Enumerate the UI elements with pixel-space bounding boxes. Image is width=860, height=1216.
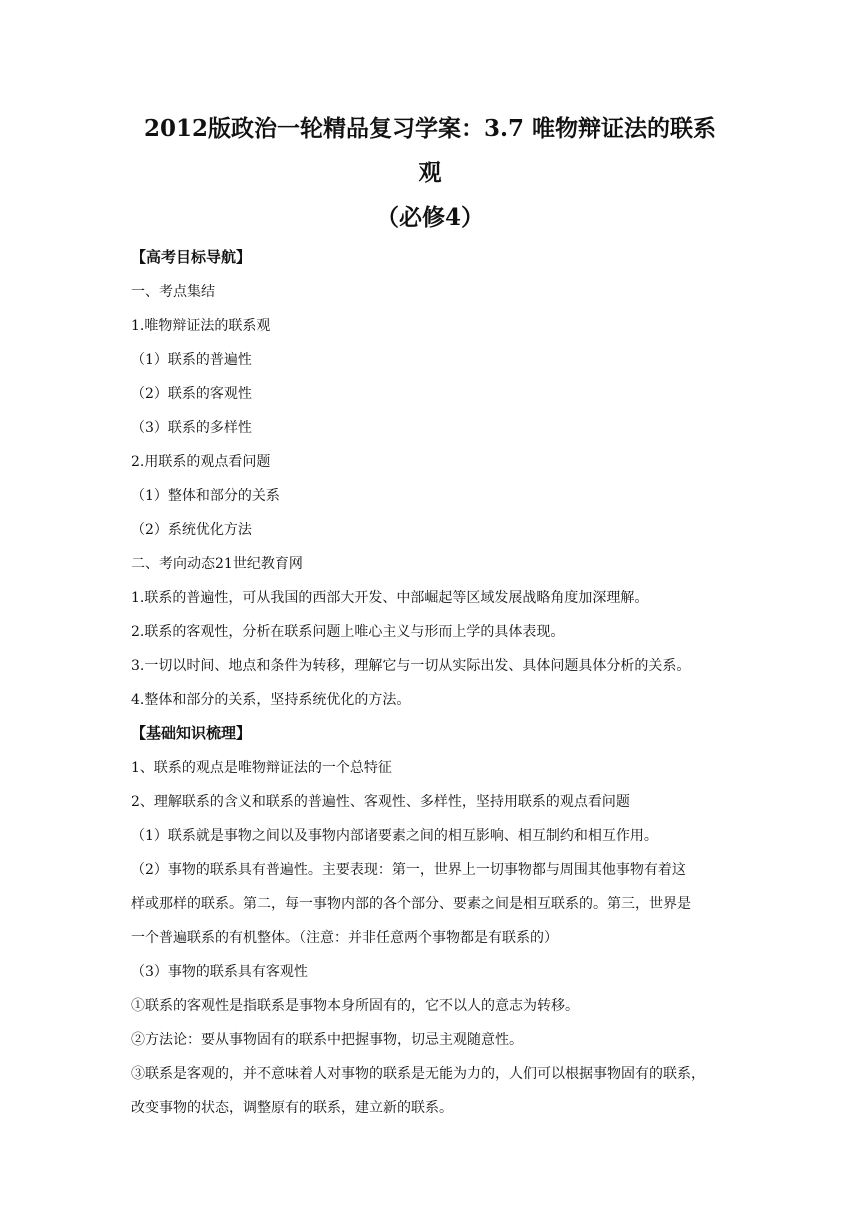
- text-line: （2）联系的客观性: [131, 386, 252, 402]
- section-heading-basic-knowledge: 【基础知识梳理】: [131, 724, 252, 742]
- text-line: 一、考点集结: [131, 284, 215, 300]
- text-line: 1、联系的观点是唯物辩证法的一个总特征: [131, 760, 392, 776]
- text-line: （1）整体和部分的关系: [131, 488, 280, 504]
- text-line: （3）事物的联系具有客观性: [131, 964, 308, 980]
- section-heading-exam-goals: 【高考目标导航】: [131, 248, 252, 266]
- text-line: 样或那样的联系。第二，每一事物内部的各个部分、要素之间是相互联系的。第三，世界是: [131, 896, 691, 912]
- text-line: 一个普遍联系的有机整体。（注意：并非任意两个事物都是有联系的）: [131, 930, 558, 946]
- text-line: ③联系是客观的，并不意味着人对事物的联系是无能为力的，人们可以根据事物固有的联系，: [131, 1066, 705, 1082]
- doc-title-line-1: 2012版政治一轮精品复习学案：3.7 唯物辩证法的联系: [143, 115, 717, 142]
- text-line: （2）系统优化方法: [131, 522, 252, 538]
- text-line: 二、考向动态21世纪教育网: [131, 556, 303, 572]
- text-line: 改变事物的状态，调整原有的联系，建立新的联系。: [131, 1100, 453, 1116]
- text-line: ②方法论：要从事物固有的联系中把握事物，切忌主观随意性。: [131, 1032, 523, 1048]
- text-line: 3.一切以时间、地点和条件为转移，理解它与一切从实际出发、具体问题具体分析的关系。: [131, 658, 691, 674]
- text-line: （2）事物的联系具有普遍性。主要表现：第一，世界上一切事物都与周围其他事物有着这: [131, 862, 686, 878]
- text-line: 2、理解联系的含义和联系的普遍性、客观性、多样性，坚持用联系的观点看问题: [131, 794, 630, 810]
- doc-title-line-3: （必修4）: [375, 204, 484, 231]
- text-line: 1.唯物辩证法的联系观: [131, 318, 271, 334]
- text-line: （3）联系的多样性: [131, 420, 252, 436]
- text-line: （1）联系就是事物之间以及事物内部诸要素之间的相互影响、相互制约和相互作用。: [131, 828, 658, 844]
- text-line: 2.用联系的观点看问题: [131, 454, 271, 470]
- doc-title-line-2: 观: [418, 159, 442, 186]
- text-line: （1）联系的普遍性: [131, 352, 252, 368]
- text-line: 2.联系的客观性，分析在联系问题上唯心主义与形而上学的具体表现。: [131, 624, 565, 640]
- text-line: 4.整体和部分的关系，坚持系统优化的方法。: [131, 692, 411, 708]
- text-line: ①联系的客观性是指联系是事物本身所固有的，它不以人的意志为转移。: [131, 998, 579, 1014]
- text-line: 1.联系的普遍性，可从我国的西部大开发、中部崛起等区域发展战略角度加深理解。: [131, 590, 649, 606]
